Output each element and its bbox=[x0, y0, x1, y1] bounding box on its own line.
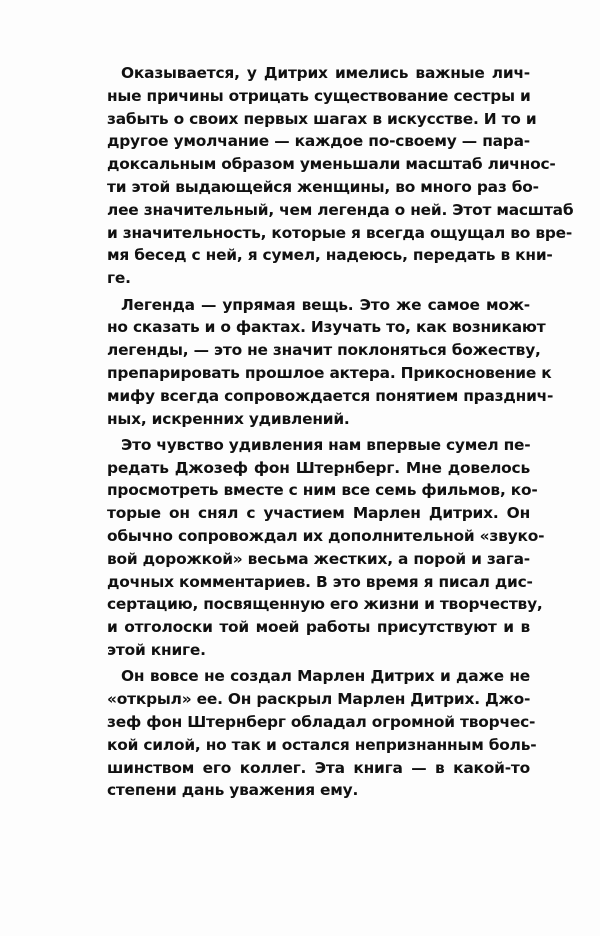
text-line: ге. bbox=[107, 269, 131, 288]
text-line: шинством его коллег. Эта книга — в какой-то bbox=[107, 758, 530, 777]
text-line: легенды, — это не значит поклоняться божеству, bbox=[107, 341, 541, 360]
text-line: Это чувство удивления нам впервые сумел пе- bbox=[121, 435, 531, 454]
text-line: сертацию, посвященную его жизни и творчеству, bbox=[107, 595, 543, 614]
text-line: и отголоски той моей работы присутствуют и в bbox=[107, 618, 530, 637]
text-line: этой книге. bbox=[107, 641, 206, 659]
text-line: мя бесед с ней, я сумел, надеюсь, передать в кни- bbox=[107, 246, 553, 265]
text-line: обычно сопровождал их дополнительной «звуко- bbox=[107, 527, 545, 545]
text-line: мифу всегда сопровождается понятием празднич- bbox=[107, 386, 554, 405]
text-line: «открыл» ее. Он раскрыл Марлен Дитрих. Джо- bbox=[107, 690, 531, 709]
text-line: Легенда — упрямая вещь. Это же самое мож- bbox=[121, 295, 530, 314]
text-line: просмотреть вместе с ним все семь фильмов, ко- bbox=[107, 481, 538, 500]
text-line: торые он снял с участием Марлен Дитрих. Он bbox=[107, 504, 530, 523]
text-line: препарировать прошлое актера. Прикосновение к bbox=[107, 363, 552, 382]
text-line: Он вовсе не создал Марлен Дитрих и даже не bbox=[121, 667, 530, 686]
text-line: вой дорожкой» весьма жестких, а порой и зага- bbox=[107, 549, 530, 568]
text-line: дочных комментариев. В это время я писал дис- bbox=[107, 572, 533, 591]
text-line: редать Джозеф фон Штернберг. Мне довелось bbox=[107, 458, 530, 477]
text-line: и значительность, которые я всегда ощущал во вре- bbox=[107, 223, 573, 242]
text-line: ные причины отрицать существование сестры и bbox=[107, 86, 531, 105]
text-line: ных, искренних удивлений. bbox=[107, 409, 350, 428]
text-line: ти этой выдающейся женщины, во много раз бо- bbox=[107, 178, 539, 196]
text-line: доксальным образом уменьшали масштаб личнос- bbox=[107, 155, 556, 174]
text-line: другое умолчание — каждое по-своему — пара- bbox=[107, 132, 530, 151]
text-line: Оказывается, у Дитрих имелись важные лич- bbox=[121, 64, 530, 82]
text-line: но сказать и о фактах. Изучать то, как возникают bbox=[107, 318, 546, 337]
text-line: зеф фон Штернберг обладал огромной творчес- bbox=[107, 712, 536, 731]
text-line: забыть о своих первых шагах в искусстве. И то и bbox=[107, 109, 537, 128]
text-line: степени дань уважения ему. bbox=[107, 781, 359, 800]
text-line: кой силой, но так и остался непризнанным боль- bbox=[107, 735, 537, 754]
text-line: лее значительный, чем легенда о ней. Этот масштаб bbox=[107, 200, 574, 219]
